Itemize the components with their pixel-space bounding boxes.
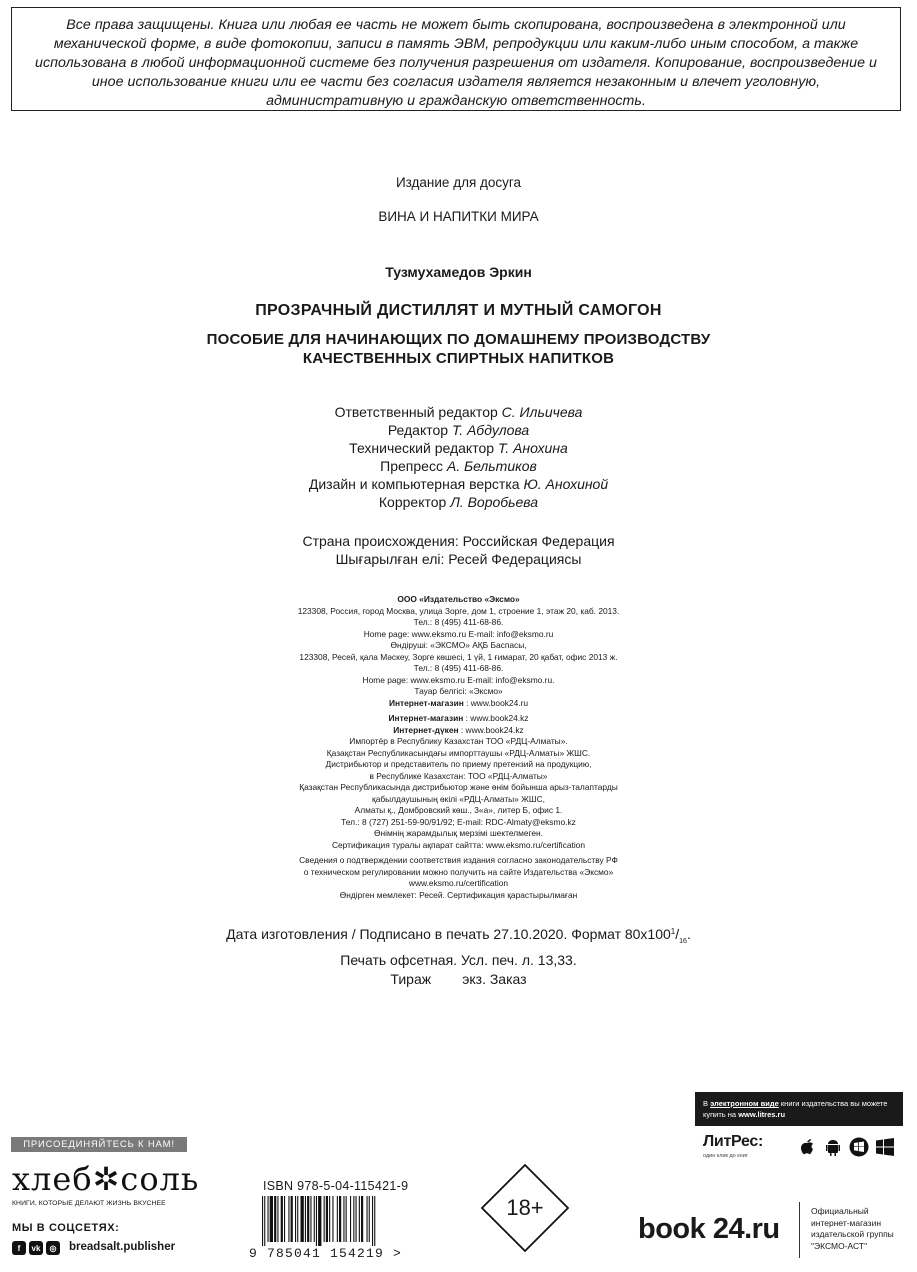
barcode-bar xyxy=(262,1196,263,1246)
book24-note-line: Официальный xyxy=(811,1206,869,1216)
imprint-line: Тел.: 8 (495) 411-68-86. xyxy=(413,663,504,673)
barcode-bar xyxy=(284,1196,285,1242)
book24-note-line: "ЭКСМО-АСТ" xyxy=(811,1240,868,1251)
barcode-bar xyxy=(281,1196,283,1242)
vk-icon: vk xyxy=(29,1241,43,1255)
barcode-bar xyxy=(350,1196,351,1242)
imprint-line: Импортёр в Республику Казахстан ТОО «РДЦ-Алматы». xyxy=(349,736,568,746)
imprint-block xyxy=(0,594,917,901)
imprint-line: Қазақстан Республикасында дистрибьютор және өнім бойынша арыз-талаптарды xyxy=(299,782,618,792)
barcode-bar xyxy=(353,1196,354,1242)
breadsalt-tagline: КНИГИ, КОТОРЫЕ ДЕЛАЮТ ЖИЗНЬ ВКУСНЕЕ xyxy=(12,1200,166,1207)
book-title: ПРОЗРАЧНЫЙ ДИСТИЛЛЯТ И МУТНЫЙ САМОГОН xyxy=(255,302,662,319)
age-rating: 18+ xyxy=(506,1195,544,1220)
imprint-line: Тел.: 8 (727) 251-59-90/91/92; E-mail: RDC-Almaty@eksmo.kz xyxy=(341,816,576,827)
book24-note-line: интернет-магазин xyxy=(811,1217,882,1228)
barcode xyxy=(262,1196,422,1246)
imprint-line: Тел.: 8 (495) 411-68-86. xyxy=(413,617,504,627)
imprint-line: 123308, Россия, город Москва, улица Зорге, дом 1, строение 1, этаж 20, каб. 2013. xyxy=(297,605,620,616)
barcode-bar xyxy=(305,1196,306,1242)
facebook-icon: f xyxy=(12,1241,26,1255)
barcode-bar xyxy=(356,1196,357,1242)
origin-block xyxy=(0,532,917,568)
credit-line: Корректор Л. Воробьева xyxy=(378,494,539,510)
imprint-line: Home page: www.eksmo.ru E-mail: info@eksmo.ru. xyxy=(362,674,555,685)
shop-kz: Интернет-магазин : www.book24.kz xyxy=(388,713,529,723)
barcode-bar xyxy=(372,1196,373,1246)
barcode-bar xyxy=(329,1196,330,1242)
credit-line: Ответственный редактор С. Ильичева xyxy=(334,404,583,420)
barcode-bar xyxy=(268,1196,269,1242)
print-info xyxy=(0,923,917,988)
breadsalt-logo: хлеб✲соль xyxy=(12,1160,200,1198)
windows-phone-icon xyxy=(849,1137,869,1157)
social-label: МЫ В СОЦСЕТЯХ: xyxy=(12,1222,120,1234)
barcode-bar xyxy=(361,1196,363,1242)
print-run: Тираж экз. Заказ xyxy=(390,970,527,987)
barcode-bar xyxy=(277,1196,278,1242)
imprint-line: Өндірген мемлекет: Ресей. Сертификация қарастырылмаған xyxy=(339,889,578,900)
credits-block xyxy=(0,403,917,511)
android-icon xyxy=(823,1137,843,1157)
print-date-format: Дата изготовления / Подписано в печать 27.10.2020. Формат $80x100^1/_{16}$. xyxy=(226,926,691,945)
author-name: Тузмухамедов Эркин xyxy=(385,264,532,280)
barcode-bar xyxy=(346,1196,347,1242)
barcode-bar xyxy=(314,1196,315,1242)
barcode-bar xyxy=(337,1196,338,1242)
subtitle-line-1: ПОСОБИЕ ДЛЯ НАЧИНАЮЩИХ ПО ДОМАШНЕМУ ПРОИЗВОДСТВУ xyxy=(206,331,711,348)
instagram-icon: ◎ xyxy=(46,1241,60,1255)
barcode-bar xyxy=(264,1196,265,1246)
barcode-bar xyxy=(270,1196,273,1242)
edition-type: Издание для досуга xyxy=(395,175,522,190)
barcode-bar xyxy=(359,1196,360,1242)
subtitle-line-2: КАЧЕСТВЕННЫХ СПИРТНЫХ НАПИТКОВ xyxy=(302,350,615,367)
imprint-line: Өнімнің жарамдылық мерзімі шектелмеген. xyxy=(374,828,543,838)
social-icons xyxy=(12,1241,60,1255)
barcode-digits: 9 785041 154219 > xyxy=(249,1246,403,1261)
imprint-line: 123308, Ресей, қала Мәскеу, Зорге көшесі, 1 үй, 1 ғимарат, 20 қабат, офис 2013 ж. xyxy=(299,651,618,662)
imprint-line: Сведения о подтверждении соответствия издания согласно законодательству РФ xyxy=(299,855,618,865)
join-us-badge: ПРИСОЕДИНЯЙТЕСЬ К НАМ! xyxy=(11,1137,187,1152)
barcode-bar xyxy=(324,1196,325,1242)
barcode-bar xyxy=(307,1196,309,1242)
copyright-notice: Все права защищены. Книга или любая ее часть не может быть скопирована, воспроизведена в электронной или механической форме, в виде фотокопии, записи в память ЭВМ, репродукции или каким-либо иным способом, а также использована в любой информационной системе без получения разрешения от издателя. Копирование, воспроизведение и иное использование книги или ее части без согласия издателя является незаконным и влечет уголовную, административную и гражданскую ответственность. xyxy=(11,7,901,111)
shop-ru: Интернет-магазин : www.book24.ru xyxy=(388,697,529,708)
isbn-number: ISBN 978-5-04-115421-9 xyxy=(263,1179,409,1193)
book24-divider xyxy=(799,1202,800,1258)
social-handle: breadsalt.publisher xyxy=(69,1241,176,1253)
shop-kz-2: Интернет-дүкен : www.book24.kz xyxy=(393,724,524,735)
origin-ru: Страна происхождения: Российская Федерация xyxy=(302,533,615,549)
credit-line: Препресс А. Бельтиков xyxy=(380,458,537,474)
publisher-name: ООО «Издательство «Эксмо» xyxy=(397,594,520,604)
book24-note-line: издательской группы xyxy=(811,1229,894,1239)
barcode-bar xyxy=(339,1196,341,1242)
barcode-bar xyxy=(326,1196,328,1242)
barcode-bar xyxy=(288,1196,289,1242)
series-name: ВИНА И НАПИТКИ МИРА xyxy=(378,209,539,224)
barcode-bar xyxy=(316,1196,317,1246)
litres-logo: ЛитРес: xyxy=(703,1133,763,1150)
print-type: Печать офсетная. Усл. печ. л. 13,33. xyxy=(340,952,577,969)
apple-icon xyxy=(797,1137,817,1157)
imprint-line: о техническом регулировании можно получить на сайте Издательства «Эксмо» xyxy=(303,866,614,877)
barcode-bar xyxy=(297,1196,298,1242)
barcode-bar xyxy=(291,1196,293,1242)
barcode-bar xyxy=(318,1196,321,1246)
barcode-bar xyxy=(301,1196,304,1242)
barcode-bar xyxy=(367,1196,368,1242)
imprint-line: Дистрибьютор и представитель по приему претензий на продукцию, xyxy=(325,759,592,769)
litres-tagline: один клик до книг xyxy=(703,1153,748,1159)
barcode-bar xyxy=(310,1196,311,1242)
barcode-bar xyxy=(332,1196,333,1242)
imprint-line: Сертификация туралы ақпарат сайтта: www.eksmo.ru/certification xyxy=(331,839,586,850)
barcode-bar xyxy=(374,1196,375,1246)
imprint-line: Қазақстан Республикасындағы импорттаушы «РДЦ-Алматы» ЖШС. xyxy=(326,747,591,758)
imprint-line: Алматы қ., Домбровский көш., 3«а», литер Б, офис 1. xyxy=(354,805,563,815)
book-subtitle xyxy=(0,330,917,368)
imprint-line: Тауар белгісі: «Эксмо» xyxy=(414,686,503,696)
platform-icons xyxy=(797,1137,895,1157)
barcode-bar xyxy=(369,1196,370,1242)
barcode-bar xyxy=(274,1196,276,1242)
imprint-line: Home page: www.eksmo.ru E-mail: info@eksmo.ru xyxy=(363,628,554,639)
imprint-line: Өндіруші: «ЭКСМО» АҚБ Баспасы, xyxy=(390,640,527,650)
credit-line: Технический редактор Т. Анохина xyxy=(349,440,568,456)
barcode-bar xyxy=(343,1196,344,1242)
credit-line: Дизайн и компьютерная верстка Ю. Анохиной xyxy=(308,476,609,492)
book24-note xyxy=(811,1206,894,1252)
imprint-line: қабылдаушының өкілі «РДЦ-Алматы» ЖШС, xyxy=(372,793,545,804)
imprint-line: в Республике Казахстан: ТОО «РДЦ-Алматы» xyxy=(369,770,548,781)
windows-icon xyxy=(875,1137,895,1157)
barcode-bar xyxy=(295,1196,296,1242)
imprint-line: www.eksmo.ru/certification xyxy=(408,878,509,888)
litres-banner: В электронном виде книги издательства вы можете купить на www.litres.ru xyxy=(695,1092,903,1126)
credit-line: Редактор Т. Абдулова xyxy=(387,422,530,438)
book24-logo: book 24.ru xyxy=(638,1213,780,1245)
origin-kz: Шығарылған елі: Ресей Федерациясы xyxy=(335,551,582,567)
